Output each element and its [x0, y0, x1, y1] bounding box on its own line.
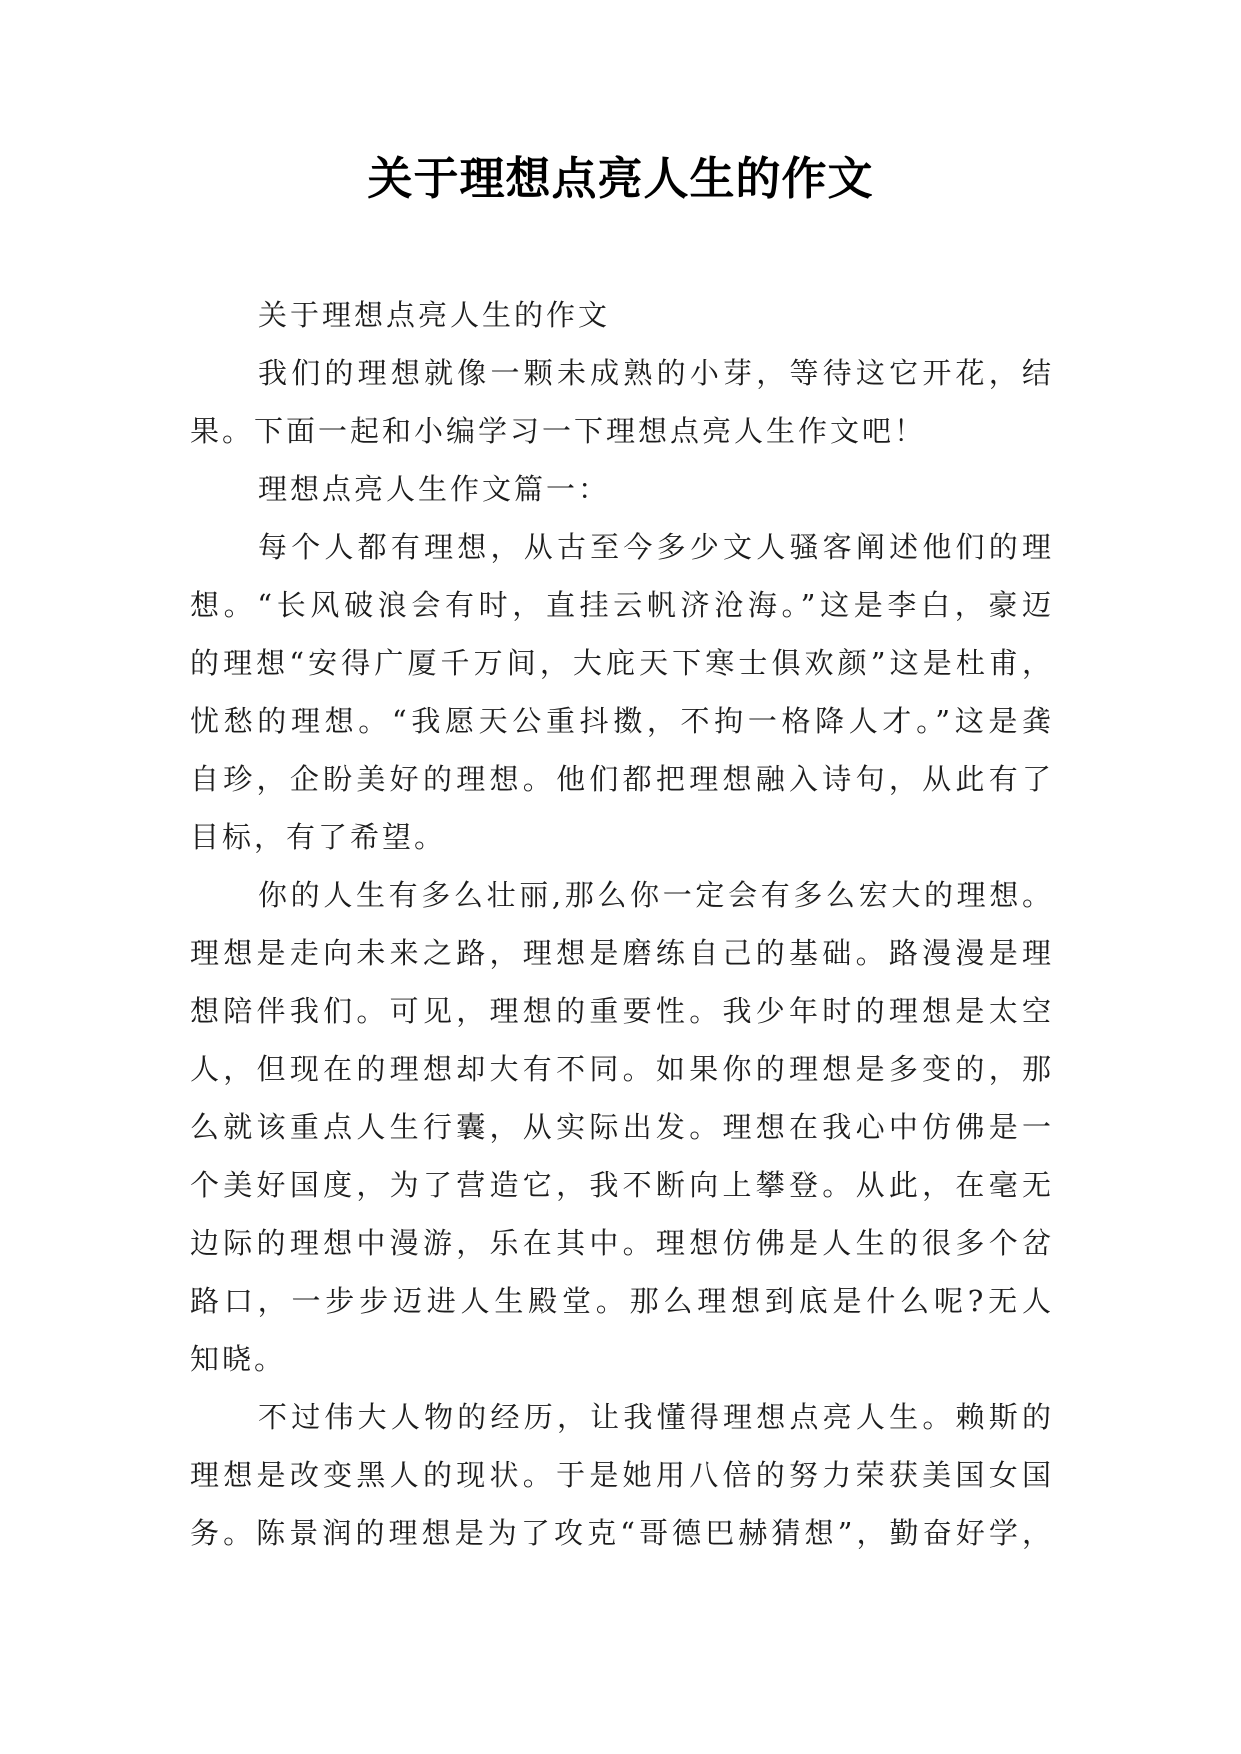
- text-line: 么就该重点人生行囊，从实际出发。理想在我心中仿佛是一: [190, 1110, 1051, 1144]
- paragraph-heading: [190, 286, 1051, 344]
- text-line: 人，但现在的理想却大有不同。如果你的理想是多变的，那: [190, 1052, 1051, 1086]
- text-line: 个美好国度，为了营造它，我不断向上攀登。从此，在毫无: [190, 1168, 1051, 1202]
- text-line: 不过伟大人物的经历，让我懂得理想点亮人生。赖斯的: [258, 1400, 1051, 1434]
- text-line: 自珍，企盼美好的理想。他们都把理想融入诗句，从此有了: [190, 762, 1051, 796]
- document-title: 关于理想点亮人生的作文: [367, 152, 874, 205]
- text-line: 边际的理想中漫游，乐在其中。理想仿佛是人生的很多个岔: [190, 1226, 1051, 1260]
- text-line: 理想是改变黑人的现状。于是她用八倍的努力荣获美国女国: [190, 1458, 1051, 1492]
- text-line: 你的人生有多么壮丽,那么你一定会有多么宏大的理想。: [258, 878, 1051, 912]
- text-line: 想陪伴我们。可见，理想的重要性。我少年时的理想是太空: [190, 994, 1051, 1028]
- text-line: 理想点亮人生作文篇一：: [258, 472, 611, 506]
- text-line: 想。“长风破浪会有时，直挂云帆济沧海。”这是李白，豪迈: [190, 588, 1051, 622]
- text-line: 我们的理想就像一颗未成熟的小芽，等待这它开花，结: [258, 356, 1051, 390]
- paragraph: [190, 1388, 1051, 1562]
- paragraph-intro: [190, 344, 1051, 460]
- text-line: 关于理想点亮人生的作文: [258, 298, 611, 332]
- text-line: 路口，一步步迈进人生殿堂。那么理想到底是什么呢?无人: [190, 1284, 1051, 1318]
- text-line: 目标，有了希望。: [190, 820, 447, 854]
- text-line: 理想是走向未来之路，理想是磨练自己的基础。路漫漫是理: [190, 936, 1051, 970]
- text-line: 每个人都有理想，从古至今多少文人骚客阐述他们的理: [258, 530, 1051, 564]
- text-line: 知晓。: [190, 1342, 287, 1376]
- text-line: 忧愁的理想。“我愿天公重抖擞，不拘一格降人才。”这是龚: [190, 704, 1051, 738]
- text-line: 务。陈景润的理想是为了攻克“哥德巴赫猜想”，勤奋好学，: [190, 1516, 1051, 1550]
- document-body: [190, 286, 1051, 1562]
- text-line: 果。下面一起和小编学习一下理想点亮人生作文吧！: [190, 414, 927, 448]
- text-line: 的理想“安得广厦千万间，大庇天下寒士俱欢颜”这是杜甫，: [190, 646, 1051, 680]
- paragraph: [190, 518, 1051, 866]
- paragraph: [190, 866, 1051, 1388]
- paragraph-section-title: [190, 460, 1051, 518]
